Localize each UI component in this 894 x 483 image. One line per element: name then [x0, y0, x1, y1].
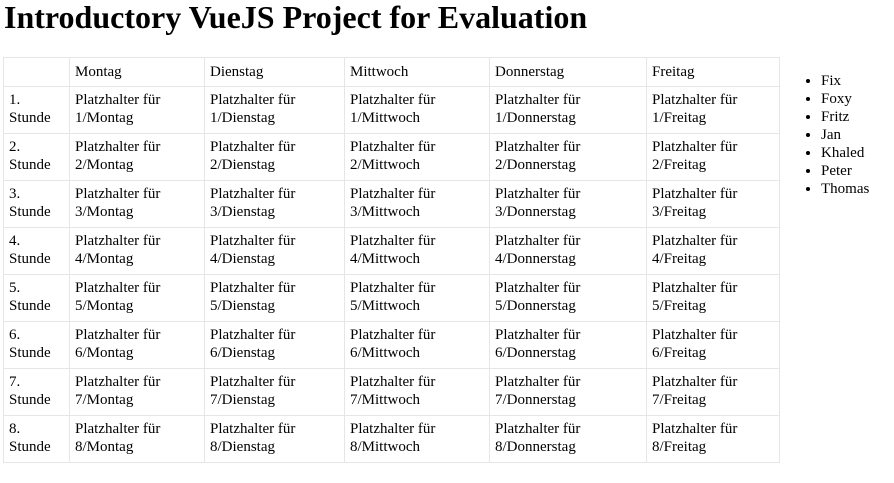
timetable-cell: Platzhalter für 8/Dienstag	[205, 416, 345, 463]
timetable-cell: Platzhalter für 2/Freitag	[647, 134, 780, 181]
table-row	[4, 87, 780, 134]
timetable-cell: Platzhalter für 4/Dienstag	[205, 228, 345, 275]
table-row	[4, 275, 780, 322]
timetable-cell: Platzhalter für 1/Dienstag	[205, 87, 345, 134]
timetable-header-row	[4, 58, 780, 87]
day-header-freitag: Freitag	[647, 58, 780, 87]
timetable-cell: Platzhalter für 6/Montag	[70, 322, 205, 369]
timetable-cell: Platzhalter für 7/Freitag	[647, 369, 780, 416]
timetable-cell: Platzhalter für 8/Montag	[70, 416, 205, 463]
timetable-cell: Platzhalter für 1/Mittwoch	[345, 87, 490, 134]
period-label: 5. Stunde	[4, 275, 70, 322]
period-label: 2. Stunde	[4, 134, 70, 181]
table-row	[4, 322, 780, 369]
timetable-cell: Platzhalter für 3/Freitag	[647, 181, 780, 228]
period-label: 1. Stunde	[4, 87, 70, 134]
timetable-cell: Platzhalter für 1/Montag	[70, 87, 205, 134]
main-layout	[3, 57, 869, 463]
timetable-cell: Platzhalter für 3/Dienstag	[205, 181, 345, 228]
timetable-cell: Platzhalter für 1/Donnerstag	[490, 87, 647, 134]
list-item: • Jan	[821, 126, 869, 144]
timetable-cell: Platzhalter für 4/Mittwoch	[345, 228, 490, 275]
timetable-cell: Platzhalter für 3/Donnerstag	[490, 181, 647, 228]
timetable-body	[4, 87, 780, 463]
list-item: • Peter	[821, 162, 869, 180]
timetable-cell: Platzhalter für 6/Dienstag	[205, 322, 345, 369]
table-row	[4, 134, 780, 181]
timetable-cell: Platzhalter für 4/Donnerstag	[490, 228, 647, 275]
timetable-cell: Platzhalter für 8/Donnerstag	[490, 416, 647, 463]
timetable-cell: Platzhalter für 2/Montag	[70, 134, 205, 181]
day-header-mittwoch: Mittwoch	[345, 58, 490, 87]
day-header-dienstag: Dienstag	[205, 58, 345, 87]
timetable-cell: Platzhalter für 6/Mittwoch	[345, 322, 490, 369]
timetable-cell: Platzhalter für 3/Montag	[70, 181, 205, 228]
timetable-cell: Platzhalter für 7/Montag	[70, 369, 205, 416]
table-row	[4, 181, 780, 228]
timetable-cell: Platzhalter für 6/Donnerstag	[490, 322, 647, 369]
timetable-cell: Platzhalter für 7/Dienstag	[205, 369, 345, 416]
timetable-cell: Platzhalter für 1/Freitag	[647, 87, 780, 134]
list-item: • Fritz	[821, 108, 869, 126]
table-row	[4, 416, 780, 463]
period-label: 3. Stunde	[4, 181, 70, 228]
timetable-cell: Platzhalter für 4/Montag	[70, 228, 205, 275]
corner-cell	[4, 58, 70, 87]
timetable-cell: Platzhalter für 5/Donnerstag	[490, 275, 647, 322]
timetable-cell: Platzhalter für 2/Dienstag	[205, 134, 345, 181]
timetable-cell: Platzhalter für 6/Freitag	[647, 322, 780, 369]
list-item: • Thomas	[821, 180, 869, 198]
timetable-cell: Platzhalter für 8/Freitag	[647, 416, 780, 463]
timetable-cell: Platzhalter für 5/Freitag	[647, 275, 780, 322]
period-label: 7. Stunde	[4, 369, 70, 416]
timetable-cell: Platzhalter für 3/Mittwoch	[345, 181, 490, 228]
page-title: Introductory VueJS Project for Evaluation	[4, 0, 588, 35]
timetable-cell: Platzhalter für 4/Freitag	[647, 228, 780, 275]
timetable-cell: Platzhalter für 7/Donnerstag	[490, 369, 647, 416]
timetable-cell: Platzhalter für 5/Montag	[70, 275, 205, 322]
timetable-cell: Platzhalter für 5/Mittwoch	[345, 275, 490, 322]
table-row	[4, 228, 780, 275]
period-label: 4. Stunde	[4, 228, 70, 275]
timetable-cell: Platzhalter für 2/Mittwoch	[345, 134, 490, 181]
list-item: • Khaled	[821, 144, 869, 162]
period-label: 8. Stunde	[4, 416, 70, 463]
timetable-cell: Platzhalter für 2/Donnerstag	[490, 134, 647, 181]
day-header-montag: Montag	[70, 58, 205, 87]
name-list	[780, 72, 869, 198]
day-header-donnerstag: Donnerstag	[490, 58, 647, 87]
timetable	[3, 57, 780, 463]
list-item: • Foxy	[821, 90, 869, 108]
timetable-cell: Platzhalter für 8/Mittwoch	[345, 416, 490, 463]
period-label: 6. Stunde	[4, 322, 70, 369]
list-item: • Fix	[821, 72, 869, 90]
timetable-cell: Platzhalter für 7/Mittwoch	[345, 369, 490, 416]
timetable-cell: Platzhalter für 5/Dienstag	[205, 275, 345, 322]
table-row	[4, 369, 780, 416]
